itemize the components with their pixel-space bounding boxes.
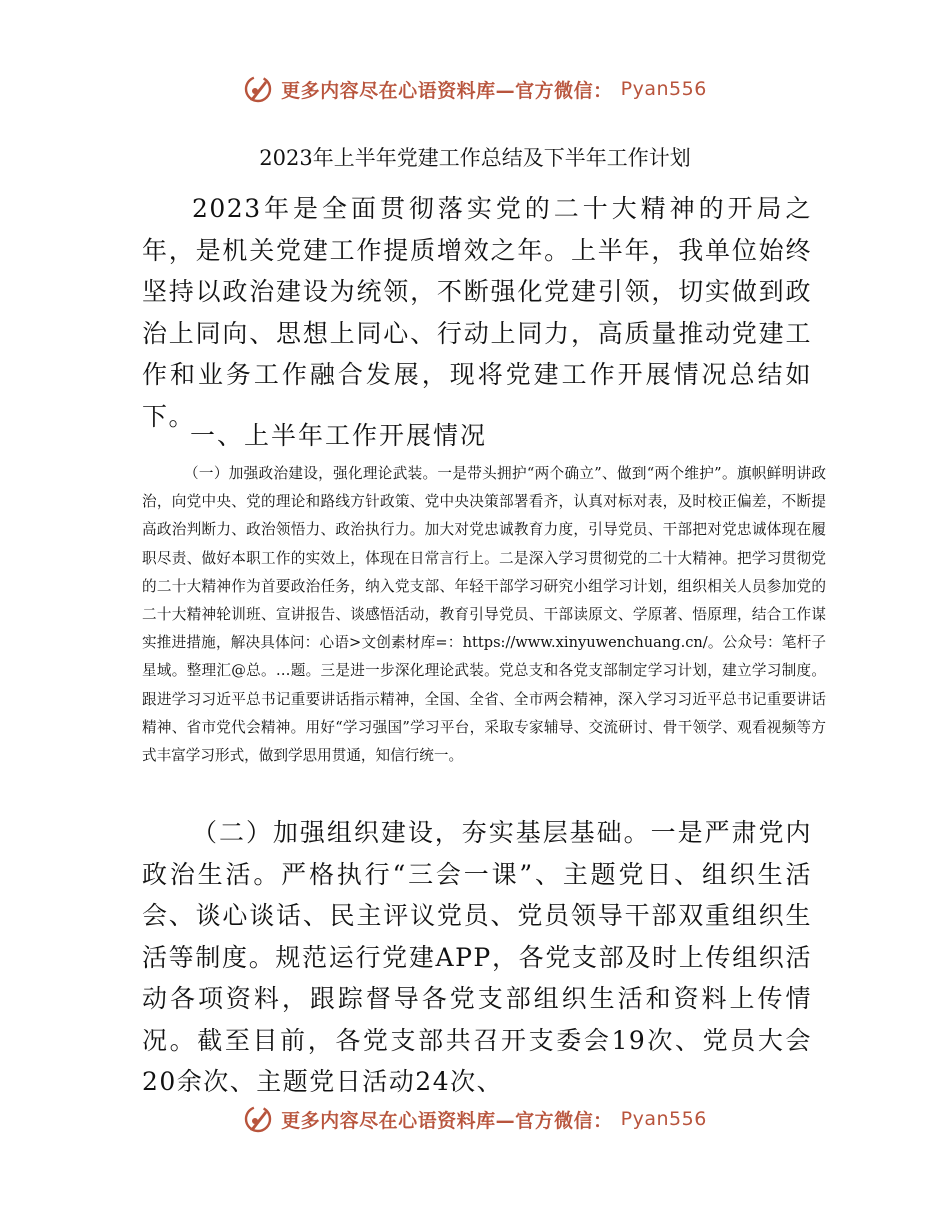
intro-paragraph: 2023年是全面贯彻落实党的二十大精神的开局之年，是机关党建工作提质增效之年。上半年，我单位始终坚持以政治建设为统领，不断强化党建引领，切实做到政治上同向、思想上同心、行动上同力，高质量推动党建工作和业务工作融合发展，现将党建工作开展情况总结如下。 bbox=[142, 194, 812, 431]
document-title: 2023年上半年党建工作总结及下半年工作计划 bbox=[259, 146, 691, 170]
header-banner bbox=[0, 74, 950, 104]
section-part1-paragraph: （一）加强政治建设，强化理论武装。一是带头拥护“两个确立”、做到“两个维护”。旗帜鲜明讲政治，向党中央、党的理论和路线方针政策、党中央决策部署看齐，认真对标对表，及时校正偏差，不断提高政治判断力、政治领悟力、政治执行力。加大对党忠诚教育力度，引导党员、干部把对党忠诚体现在履职尽责、做好本职工作的实效上，体现在日常言行上。二是深入学习贯彻党的二十大精神。把学习贯彻党的二十大精神作为首要政治任务，纳入党支部、年轻干部学习研究小组学习计划，组织相关人员参加党的二十大精神轮训班、宣讲报告、谈感悟活动，教育引导党员、干部读原文、学原著、悟原理，结合工作谋实推进措施，解决具体问：心语>文创素材库=：https://www.xinyuwenchuang.cn/。公众号：笔杆子星域。整理汇@总。…题。三是进一步深化理论武装。党总支和各党支部制定学习计划，建立学习制度。跟进学习习近平总书记重要讲话指示精神，全国、全省、全市两会精神，深入学习习近平总书记重要讲话精神、省市党代会精神。用好“学习强国”学习平台，采取专家辅导、交流研讨、骨干领学、观看视频等方式丰富学习形式，做到学思用贯通，知信行统一。 bbox=[142, 465, 826, 765]
banner-wechat-id: Pyan556 bbox=[620, 78, 707, 100]
banner-wechat-id: Pyan556 bbox=[620, 1108, 707, 1130]
quill-circle-logo bbox=[243, 1104, 273, 1134]
section-heading: 一、上半年工作开展情况 bbox=[190, 421, 488, 450]
section-part2-paragraph: （二）加强组织建设，夯实基层基础。一是严肃党内政治生活。严格执行“三会一课”、主题党日、组织生活会、谈心谈话、民主评议党员、党员领导干部双重组织生活等制度。规范运行党建APP，各党支部及时上传组织活动各项资料，跟踪督导各党支部组织生活和资料上传情况。截至目前，各党支部共召开支委会19次、党员大会20余次、主题党日活动24次、 bbox=[142, 818, 812, 1096]
footer-banner bbox=[0, 1104, 950, 1134]
banner-text: 更多内容尽在心语资料库—官方微信： bbox=[281, 79, 613, 102]
banner-text: 更多内容尽在心语资料库—官方微信： bbox=[281, 1109, 613, 1132]
quill-circle-logo bbox=[243, 74, 273, 104]
